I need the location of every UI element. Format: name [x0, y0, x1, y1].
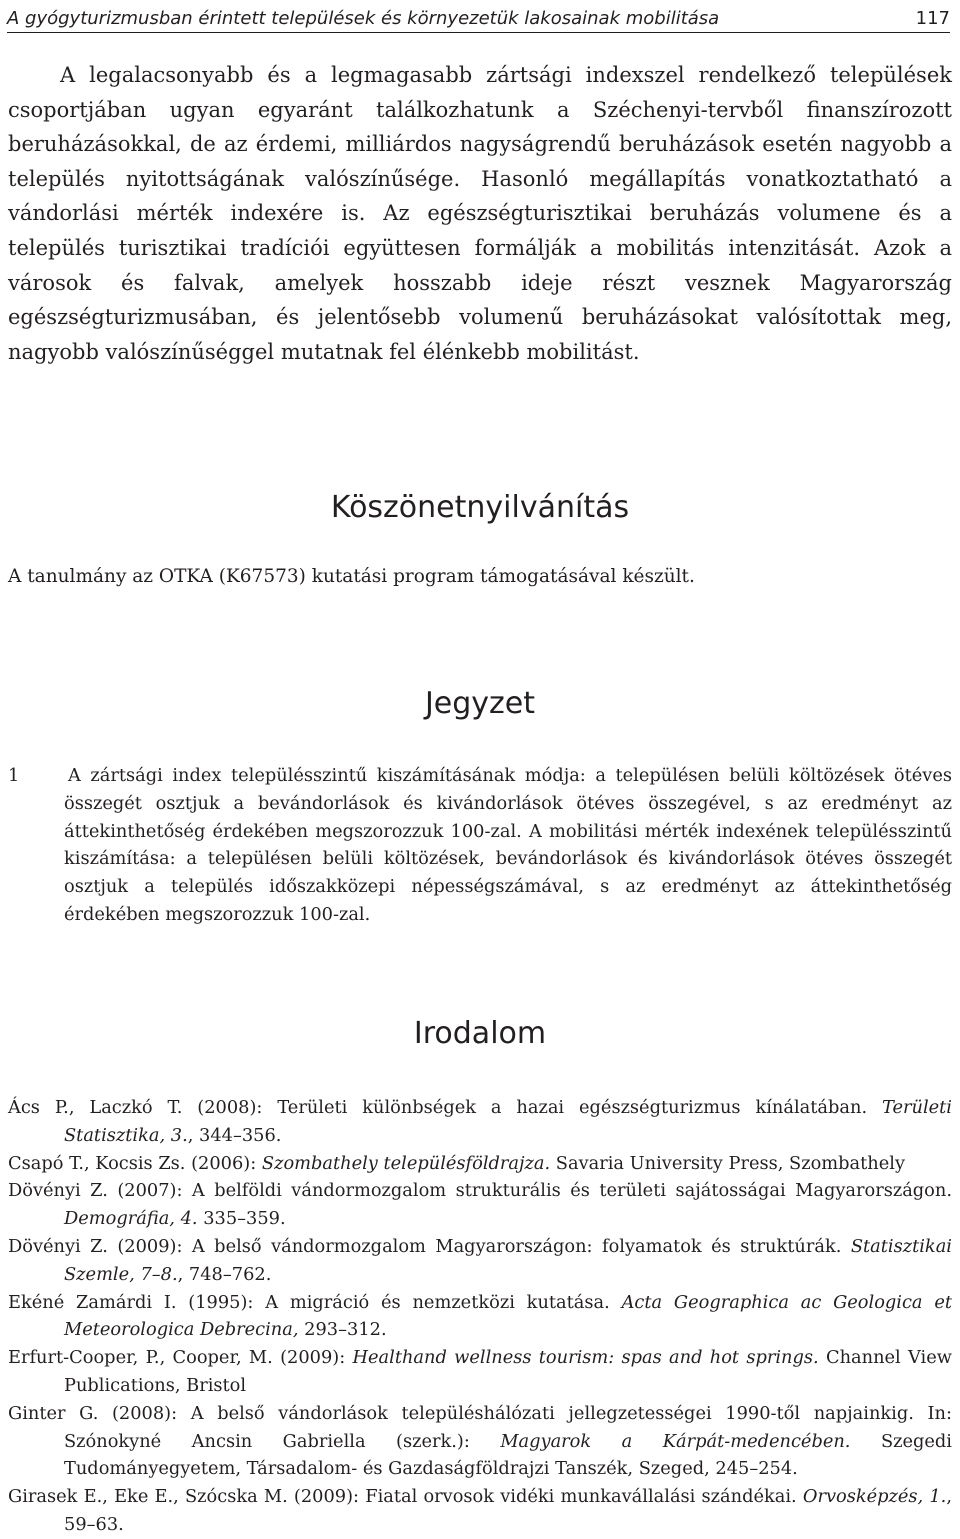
- note-text: A zártsági index településszintű kiszámításának módja: a településen belüli költözések ötéves összegét osztjuk a bevándorlások és kivándorlások ötéves összegével, s az eredményt az áttekinthetőség érdekében megszorozzuk 100-zal. A mobilitási mérték indexének településszintű kiszámítása: a településen belüli költözések, bevándorlások és kivándorlások ötéves összegét osztjuk a település időszakközepi népességszámával, s az eredményt az áttekinthetőség érdekében megszorozzuk 100-zal.: [64, 765, 952, 925]
- acknowledgement-text: A tanulmány az OTKA (K67573) kutatási program támogatásával készült.: [8, 566, 695, 587]
- reference-item: [8, 1233, 952, 1289]
- ref-pages: , 748–762.: [177, 1263, 272, 1285]
- reference-item: [8, 1094, 952, 1150]
- ref-text: Dövényi Z. (2009): A belső vándormozgalom Magyarországon: folyamatok és struktúrák.: [8, 1235, 851, 1257]
- ref-pages: , 59–63.: [64, 1486, 952, 1535]
- ref-source: Orvosképzés, 1.: [802, 1486, 947, 1508]
- ref-source: Acta Geographica ac Geologica et Meteorologica Debrecina,: [64, 1291, 952, 1341]
- page-number: 117: [915, 7, 950, 29]
- ref-source: Területi Statisztika, 3.: [64, 1097, 952, 1146]
- ref-text: Ginter G. (2008): A belső vándorlások településhálózati jellegzetességei 1990-től napjainkig. In: Szónokyné Ancsin Gabriella (szerk.):: [8, 1402, 952, 1452]
- ref-source: Statisztikai Szemle, 7–8.: [64, 1235, 952, 1285]
- ref-source: Szombathely településföldrajza.: [261, 1152, 551, 1174]
- ref-text: Erfurt-Cooper, P., Cooper, M. (2009):: [8, 1347, 353, 1369]
- body-text: [8, 58, 952, 369]
- reference-item: [8, 1150, 952, 1178]
- reference-item: [8, 1400, 952, 1483]
- body-paragraph: A legalacsonyabb és a legmagasabb zártsági indexszel rendelkező települések csoportjában ugyan egyaránt találkozhatunk a Széchenyi-tervből finanszírozott beruházásokkal, de az érdemi, milliárdos nagyságrendű beruházások esetén nagyobb a település nyitottságának valószínűsége. Hasonló megállapítás vonatkoztatható a vándorlási mérték indexére is. Az egészségturisztikai beruházás volumene és a település turisztikai tradíciói együttesen formálják a mobilitás intenzitását. Azok a városok és falvak, amelyek hosszabb ideje részt vesznek Magyarország egészségturizmusában, és jelentősebb volumenű beruházásokat valósítottak meg, nagyobb valószínűséggel mutatnak fel élénkebb mobilitást.: [8, 63, 952, 364]
- ref-text: Dövényi Z. (2007): A belföldi vándormozgalom strukturális és területi sajátosságai Magyarországon.: [8, 1180, 952, 1202]
- reference-item: [8, 1483, 952, 1539]
- ref-source: Demográfia, 4.: [64, 1208, 198, 1230]
- ref-source: Magyarok a Kárpát-medencében.: [500, 1430, 851, 1452]
- ref-pages: 335–359.: [197, 1208, 286, 1230]
- references-heading: Irodalom: [413, 1016, 547, 1051]
- ref-pages: 293–312.: [298, 1319, 387, 1341]
- reference-item: [8, 1177, 952, 1233]
- ref-text: Ács P., Laczkó T. (2008): Területi különbségek a hazai egészségturizmus kínálatában.: [8, 1097, 882, 1118]
- running-head: [7, 4, 950, 33]
- ref-source: Healthand wellness tourism: spas and hot springs.: [352, 1347, 819, 1369]
- reference-list: [8, 1094, 952, 1539]
- reference-item: [8, 1289, 952, 1345]
- running-title: A gyógyturizmusban érintett települések és környezetük lakosainak mobilitása: [7, 7, 720, 29]
- ref-text: Ekéné Zamárdi I. (1995): A migráció és nemzetközi kutatása.: [8, 1291, 622, 1313]
- ref-text: Csapó T., Kocsis Zs. (2006):: [8, 1152, 262, 1174]
- ref-pages: Savaria University Press, Szombathely: [550, 1152, 906, 1174]
- note-number: 1: [8, 765, 20, 786]
- ref-text: Girasek E., Eke E., Szócska M. (2009): Fiatal orvosok vidéki munkavállalási szándékai.: [8, 1486, 803, 1508]
- acknowledgement-heading: Köszönetnyilvánítás: [330, 490, 630, 525]
- note-item: [8, 762, 952, 929]
- ref-pages: Channel View Publications, Bristol: [64, 1347, 952, 1396]
- notes-heading: Jegyzet: [424, 686, 536, 721]
- reference-item: [8, 1344, 952, 1400]
- ref-pages: Szegedi Tudományegyetem, Társadalom- és Gazdaságföldrajzi Tanszék, Szeged, 245–254.: [64, 1430, 952, 1480]
- ref-pages: , 344–356.: [187, 1124, 282, 1146]
